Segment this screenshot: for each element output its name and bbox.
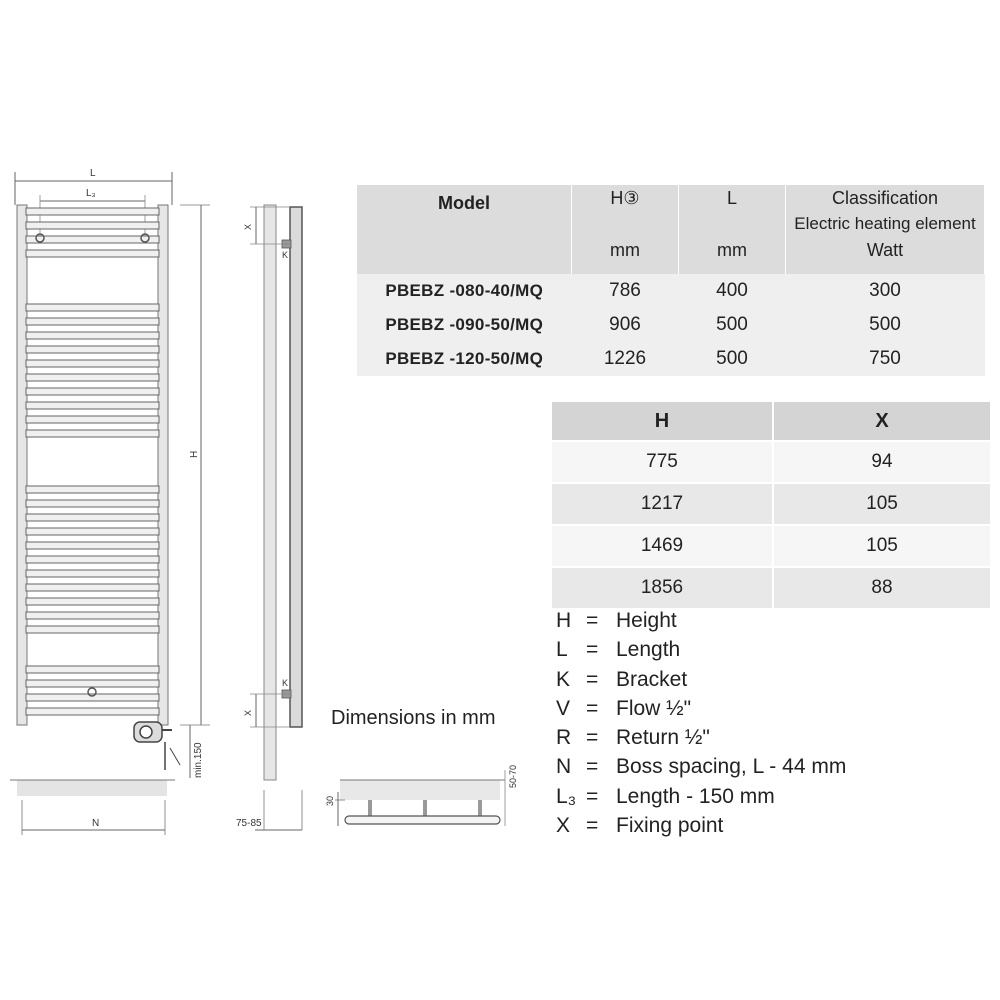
models-table — [357, 185, 985, 376]
bracket-label-bottom: K — [282, 678, 289, 688]
towel-bar — [26, 388, 159, 395]
fixing-point-table — [552, 402, 992, 608]
towel-bar — [26, 626, 159, 633]
model-cell: PBEBZ -090-50/MQ — [385, 315, 544, 334]
towel-bar — [26, 250, 159, 257]
towel-bar — [26, 318, 159, 325]
header-h: H — [552, 402, 773, 441]
towel-bar — [26, 332, 159, 339]
legend-key: R — [556, 726, 572, 750]
height-cell: 786 — [609, 280, 641, 301]
towel-bar — [26, 374, 159, 381]
height-cell: 906 — [609, 314, 641, 335]
towel-bar — [26, 708, 159, 715]
watt-cell: 300 — [869, 280, 901, 301]
legend-item: R = Return ½" — [556, 723, 846, 752]
legend-key: L₃ — [556, 784, 577, 808]
legend-item: N = Boss spacing, L - 44 mm — [556, 752, 846, 781]
towel-bar — [26, 694, 159, 701]
header-h — [572, 185, 679, 274]
dim-label-l: L — [90, 168, 96, 179]
bracket-label-top: K — [282, 250, 289, 260]
fixing-table-header — [552, 402, 991, 441]
model-cell: PBEBZ -080-40/MQ — [385, 281, 544, 300]
dimensions-note: Dimensions in mm — [331, 707, 496, 729]
header-x: X — [773, 402, 991, 441]
legend-value: Length — [616, 638, 681, 662]
towel-bar — [26, 666, 159, 673]
header-model — [357, 185, 572, 274]
towel-bar — [26, 236, 159, 243]
table-row — [357, 308, 985, 342]
towel-rail-bars — [26, 208, 159, 715]
legend-value: Bracket — [616, 667, 688, 691]
towel-bar — [26, 528, 159, 535]
towel-bar — [26, 416, 159, 423]
legend-key: K — [556, 667, 571, 691]
header-model-label: Model — [438, 193, 490, 213]
towel-bar — [26, 500, 159, 507]
towel-bar — [26, 486, 159, 493]
watt-cell: 500 — [869, 314, 901, 335]
towel-bar — [26, 360, 159, 367]
legend-item: L₃ = Length - 150 mm — [556, 782, 846, 811]
model-cell: PBEBZ -120-50/MQ — [385, 349, 544, 368]
header-l — [679, 185, 786, 274]
towel-bar — [26, 514, 159, 521]
towel-bar — [26, 346, 159, 353]
towel-bar — [26, 542, 159, 549]
table-row — [552, 483, 991, 525]
height-cell: 1217 — [552, 483, 773, 525]
towel-bar — [26, 584, 159, 591]
fixing-cell: 105 — [773, 525, 991, 567]
towel-bar — [26, 598, 159, 605]
dim-label-h: H — [189, 450, 200, 458]
header-classification-label: Classification — [831, 188, 939, 208]
table-row — [357, 274, 985, 308]
legend-key: V — [556, 696, 571, 720]
height-cell: 775 — [552, 441, 773, 483]
length-cell: 500 — [716, 314, 748, 335]
legend-value: Boss spacing, L - 44 mm — [616, 755, 847, 779]
towel-bar — [26, 680, 159, 687]
legend-value: Fixing point — [616, 814, 724, 838]
height-cell: 1469 — [552, 525, 773, 567]
legend-item: V = Flow ½" — [556, 694, 846, 723]
fixing-label-top: X — [243, 223, 253, 230]
legend-key: H — [556, 609, 572, 632]
legend-value: Flow ½" — [616, 696, 692, 720]
header-classification-sub: Electric heating element — [794, 214, 976, 233]
fixing-cell: 94 — [773, 441, 991, 483]
legend-value: Height — [616, 609, 677, 632]
height-cell: 1856 — [552, 567, 773, 608]
towel-bar — [26, 222, 159, 229]
header-classification-unit: Watt — [866, 240, 904, 260]
dim-label-30: 30 — [325, 795, 335, 806]
towel-bar — [26, 208, 159, 215]
legend — [556, 606, 846, 840]
header-classification — [786, 185, 985, 274]
header-h-label: H③ — [610, 188, 640, 208]
towel-bar — [26, 556, 159, 563]
legend-value: Length - 150 mm — [616, 784, 775, 808]
legend-item: L = Length — [556, 635, 846, 664]
dim-label-50-70: 50-70 — [508, 764, 518, 788]
models-table-header — [357, 185, 985, 274]
legend-item: K = Bracket — [556, 665, 846, 694]
towel-bar — [26, 570, 159, 577]
fixing-label-bottom: X — [243, 709, 253, 716]
header-h-unit: mm — [610, 240, 640, 260]
header-l-label: L — [726, 188, 737, 208]
dim-label-side-width: 75-85 — [236, 818, 262, 829]
dim-label-n: N — [92, 818, 100, 829]
legend-key: N — [556, 755, 572, 779]
legend-key: X — [556, 814, 571, 838]
towel-bar — [26, 430, 159, 437]
watt-cell: 750 — [869, 348, 901, 369]
legend-key: L — [556, 638, 568, 662]
table-row — [552, 567, 991, 608]
fixing-cell: 105 — [773, 483, 991, 525]
table-row — [552, 441, 991, 483]
towel-bar — [26, 402, 159, 409]
towel-bar — [26, 304, 159, 311]
plan-view — [325, 765, 518, 826]
legend-item: H = Height — [556, 606, 846, 635]
legend-value: Return ½" — [616, 726, 710, 750]
header-l-unit: mm — [717, 240, 747, 260]
height-cell: 1226 — [603, 348, 647, 369]
side-view — [236, 205, 302, 830]
fixing-cell: 88 — [773, 567, 991, 608]
table-row — [357, 342, 985, 376]
towel-bar — [26, 612, 159, 619]
dim-label-l3: L₃ — [86, 188, 96, 199]
table-row — [552, 525, 991, 567]
legend-item: X = Fixing point — [556, 811, 846, 840]
length-cell: 500 — [716, 348, 748, 369]
front-view — [10, 168, 210, 835]
dim-label-min150: min.150 — [193, 742, 204, 778]
length-cell: 400 — [716, 280, 748, 301]
